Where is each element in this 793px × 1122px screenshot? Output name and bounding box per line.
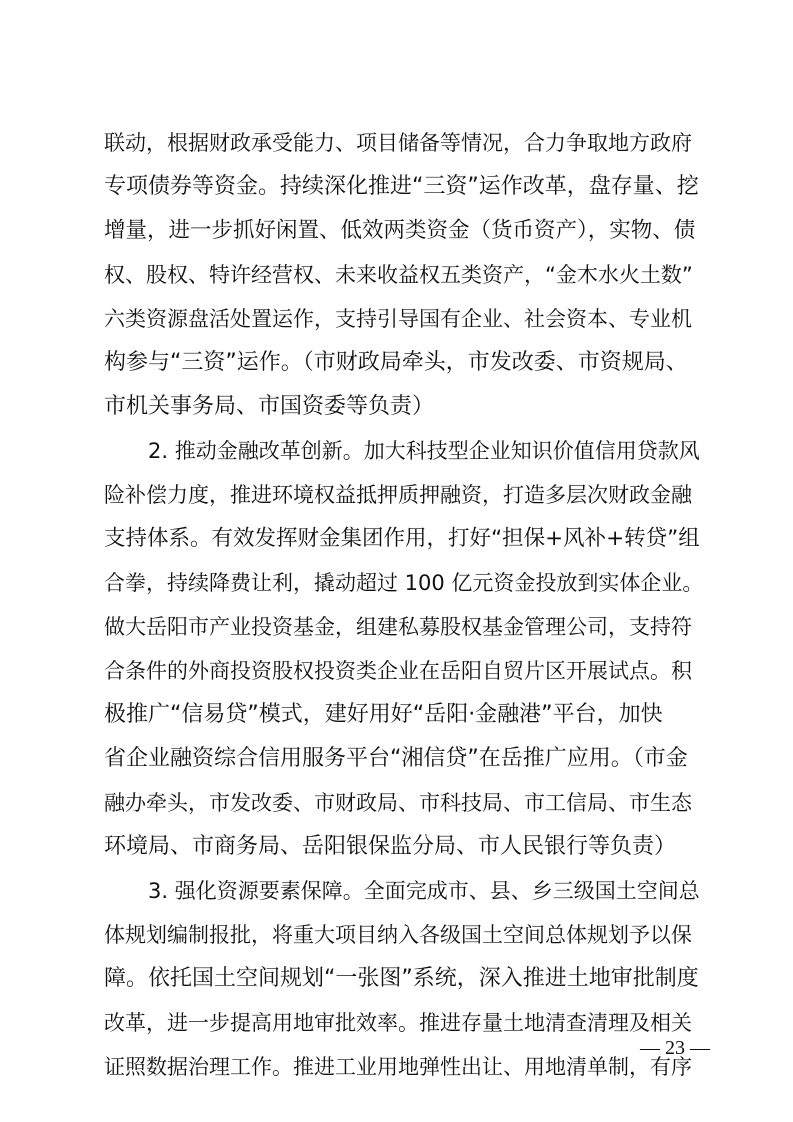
body-line: 六类资源盘活处置运作，支持引导国有企业、社会资本、专业机 (104, 307, 692, 331)
body-line: 险补偿力度，推进环境权益抵押质押融资，打造多层次财政金融 (104, 483, 692, 507)
body-line: 市机关事务局、市国资委等负责） (104, 394, 435, 419)
body-line: 极推广“信易贷”模式，建好用好“岳阳·金融港”平台，加快 (104, 702, 663, 727)
section-heading-line: 2. 推动金融改革创新。加大科技型企业知识价值信用贷款风 (148, 439, 700, 463)
body-line: 改革，进一步提高用地审批效率。推进存量土地清查清理及相关 (104, 1011, 692, 1035)
body-line: 权、股权、特许经营权、未来收益权五类资产，“金木水火土数” (104, 263, 693, 287)
body-line: 障。依托国土空间规划“一张图”系统，深入推进土地审批制度 (104, 966, 699, 991)
body-line: 增量，进一步抓好闲置、低效两类资金（货币资产），实物、债 (104, 218, 696, 243)
body-line: 体规划编制报批，将重大项目纳入各级国土空间总体规划予以保 (104, 923, 692, 947)
body-line: 构参与“三资”运作。（市财政局牵头，市发改委、市资规局、 (104, 350, 688, 375)
body-line: 环境局、市商务局、岳阳银保监分局、市人民银行等负责） (104, 834, 677, 859)
body-line: 合拳，持续降费让利，撬动超过 100 亿元资金投放到实体企业。 (104, 571, 704, 595)
body-line: 做大岳阳市产业投资基金，组建私募股权基金管理公司，支持符 (104, 615, 692, 639)
body-line: 支持体系。有效发挥财金集团作用，打好“担保+风补+转贷”组 (104, 526, 700, 551)
body-line: 证照数据治理工作。推进工业用地弹性出让、用地清单制，有序 (104, 1055, 692, 1079)
body-line: 专项债券等资金。持续深化推进“三资”运作改革，盘存量、挖 (104, 174, 699, 199)
body-line: 融办牵头，市发改委、市财政局、市科技局、市工信局、市生态 (104, 791, 692, 815)
body-line: 省企业融资综合信用服务平台“湘信贷”在岳推广应用。（市金 (104, 746, 688, 771)
body-line: 合条件的外商投资股权投资类企业在岳阳自贸片区开展试点。积 (104, 659, 692, 683)
page-number: — 23 — (640, 1037, 710, 1059)
section-heading-line: 3. 强化资源要素保障。全面完成市、县、乡三级国土空间总 (148, 879, 700, 903)
body-line: 联动，根据财政承受能力、项目储备等情况，合力争取地方政府 (104, 131, 692, 155)
